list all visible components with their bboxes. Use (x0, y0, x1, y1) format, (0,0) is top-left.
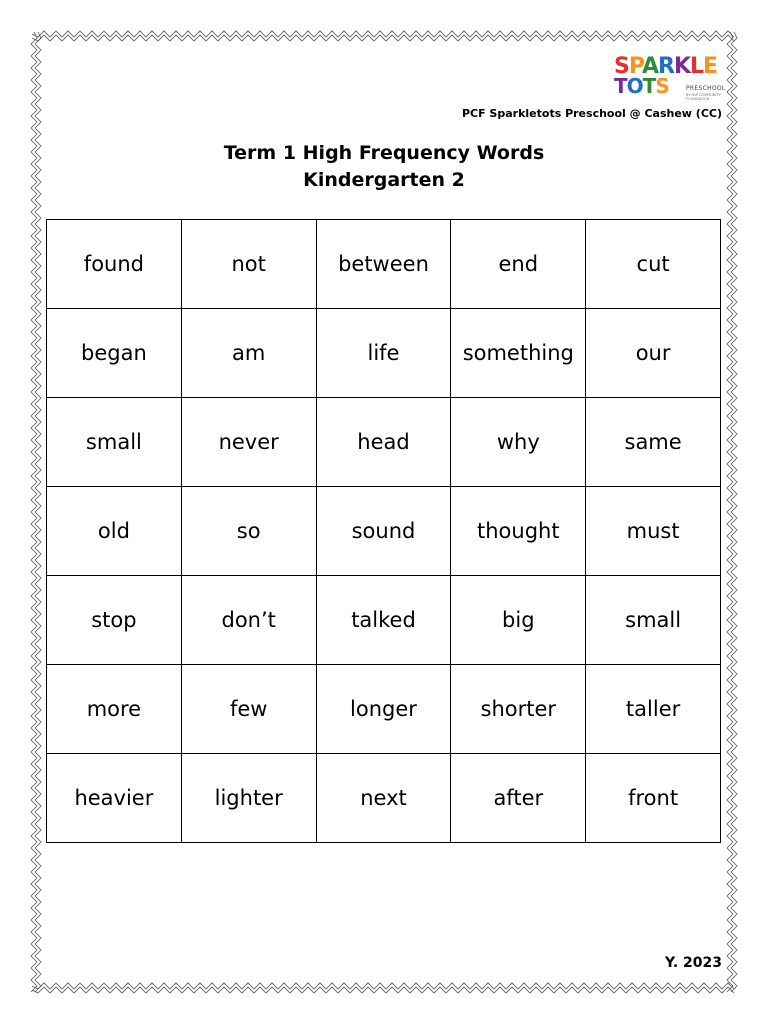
word-cell: cut (586, 220, 721, 309)
table-row (47, 487, 721, 576)
word-cell: shorter (451, 665, 586, 754)
word-cell: small (586, 576, 721, 665)
border-zigzag-line (32, 983, 734, 989)
word-cell: small (47, 398, 182, 487)
word-cell: next (316, 754, 451, 843)
word-cell: found (47, 220, 182, 309)
word-table (46, 219, 721, 843)
word-cell: never (181, 398, 316, 487)
logo-foundation-text: BY PAP COMMUNITY FOUNDATION (686, 93, 721, 101)
border-zigzag-line (32, 987, 734, 993)
word-cell: our (586, 309, 721, 398)
word-cell: heavier (47, 754, 182, 843)
table-row (47, 665, 721, 754)
logo-word-tots: TOTS (614, 74, 669, 98)
word-cell: lighter (181, 754, 316, 843)
word-cell: don’t (181, 576, 316, 665)
logo-preschool-text: PRESCHOOL (686, 85, 726, 92)
year-label: Y. 2023 (665, 955, 722, 971)
word-cell: after (451, 754, 586, 843)
word-cell: front (586, 754, 721, 843)
word-cell: stop (47, 576, 182, 665)
word-cell: life (316, 309, 451, 398)
word-cell: head (316, 398, 451, 487)
page-subtitle: Kindergarten 2 (303, 169, 465, 191)
word-cell: thought (451, 487, 586, 576)
word-cell: why (451, 398, 586, 487)
word-cell: so (181, 487, 316, 576)
word-cell: taller (586, 665, 721, 754)
word-cell: longer (316, 665, 451, 754)
word-cell: same (586, 398, 721, 487)
word-cell: sound (316, 487, 451, 576)
word-cell: began (47, 309, 182, 398)
word-cell: big (451, 576, 586, 665)
page-title: Term 1 High Frequency Words (223, 142, 545, 164)
word-cell: between (316, 220, 451, 309)
word-cell: few (181, 665, 316, 754)
word-cell: end (451, 220, 586, 309)
sparkletots-logo (610, 56, 728, 102)
logo-word-sparkle: SPARKLE (614, 54, 718, 79)
word-cell: must (586, 487, 721, 576)
table-row (47, 398, 721, 487)
table-row (47, 754, 721, 843)
table-row (47, 576, 721, 665)
word-cell: more (47, 665, 182, 754)
table-row (47, 220, 721, 309)
word-cell: not (181, 220, 316, 309)
word-cell: talked (316, 576, 451, 665)
table-row (47, 309, 721, 398)
word-cell: something (451, 309, 586, 398)
border-zigzag-line (32, 31, 734, 37)
word-cell: am (181, 309, 316, 398)
school-name: PCF Sparkletots Preschool @ Cashew (CC) (461, 107, 722, 120)
border-zigzag-line (32, 35, 734, 41)
word-cell: old (47, 487, 182, 576)
